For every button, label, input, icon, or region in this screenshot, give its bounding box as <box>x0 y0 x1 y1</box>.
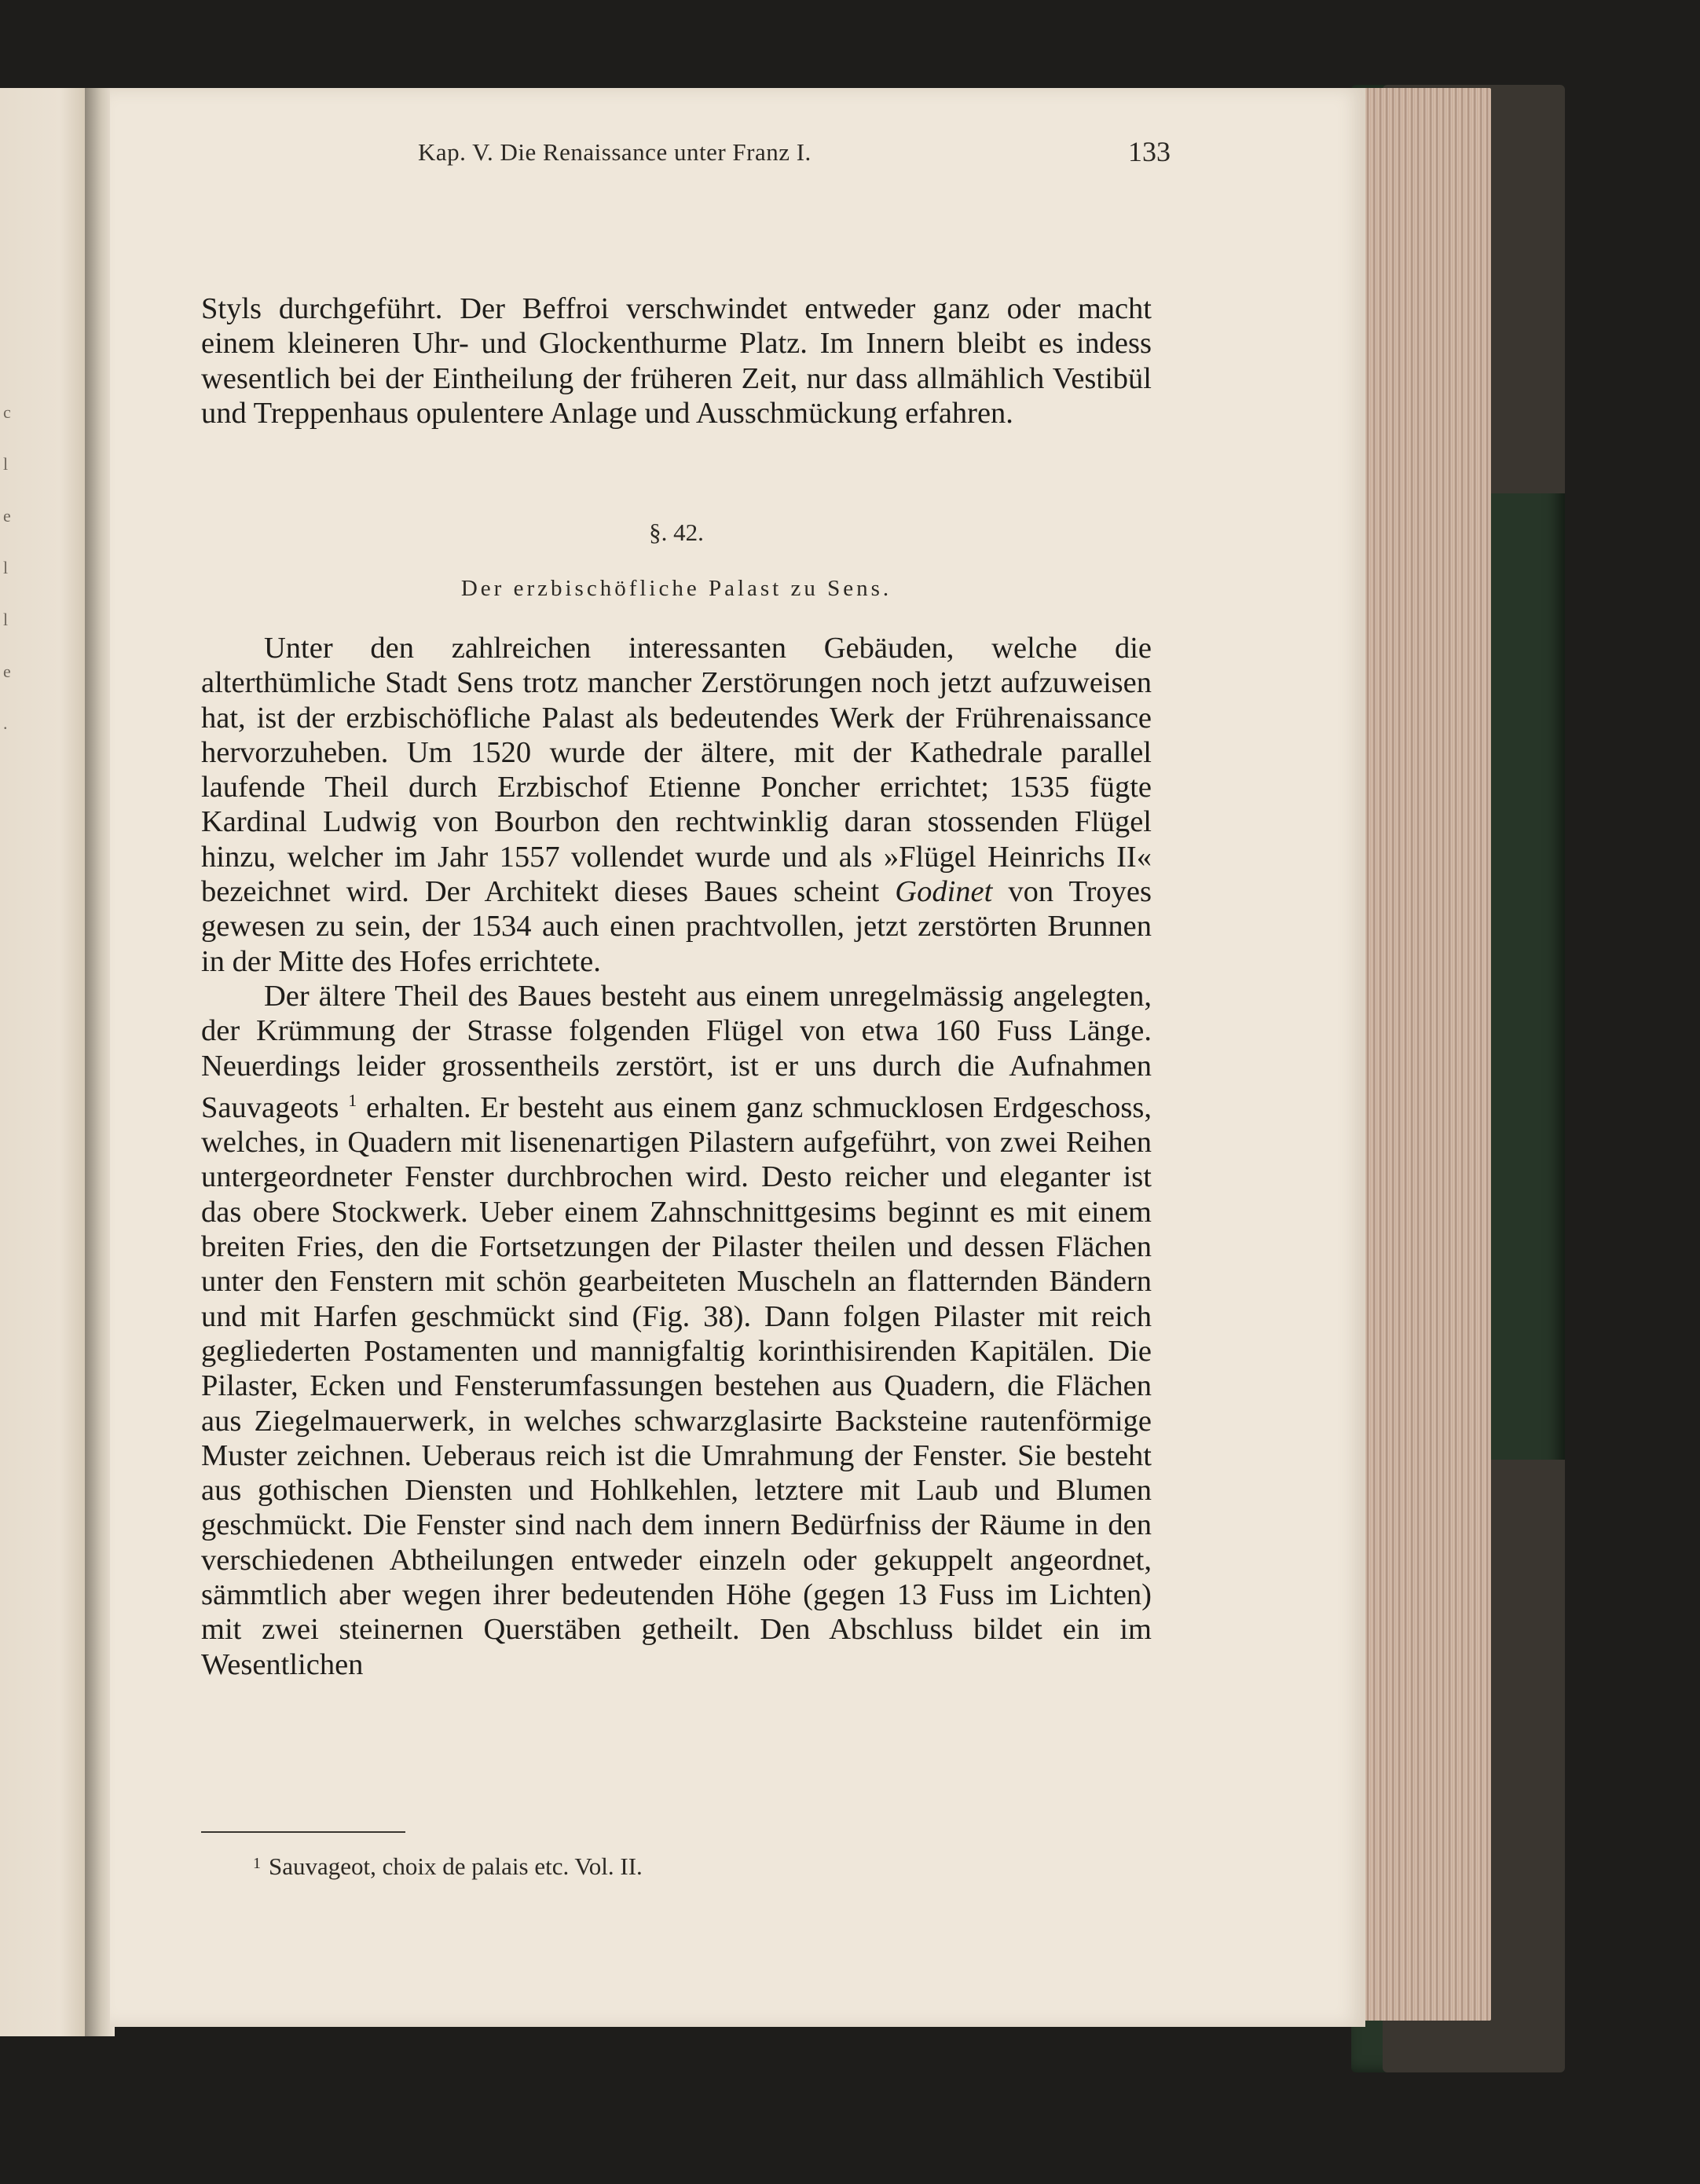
left-page-mark: l <box>3 558 9 577</box>
architect-name: Godinet <box>895 875 993 909</box>
running-title: Kap. V. Die Renaissance unter Franz I. <box>418 138 812 166</box>
footnote-reference: 1 <box>348 1090 357 1110</box>
paragraph-top-text: Styls durchgeführt. Der Beffroi verschwindet entweder ganz oder macht einem kleineren Uhr- und Glockenthurme Platz. Im Innern bleibt es indess wesentlich bei der Eintheilung der früheren Zeit, nur dass allmählich Vestibül und Treppenhaus opulentere Anlage und Ausschmückung erfahren. <box>201 292 1152 430</box>
page-edges <box>1364 88 1491 2021</box>
paragraph-continued <box>201 291 1152 431</box>
footnote-text: Sauvageot, choix de palais etc. Vol. II. <box>269 1852 643 1880</box>
left-page-mark: e <box>3 661 11 681</box>
paragraph-2-after: erhalten. Er besteht aus einem ganz schmucklosen Erdgeschoss, welches, in Quadern mit lisenenartigen Pilastern aufgeführt, von zwei Reihen untergeordneter Fenster durchbrochen wird. Desto reicher und eleganter ist das obere Stockwerk. Ueber einem Zahnschnittgesims beginnt es mit einem breiten Fries, den die Fortsetzungen der Pilaster theilen und dessen Flächen unter den Fenstern mit schön gearbeiteten Muscheln an flatternden Bändern und mit Harfen geschmückt sind (Fig. 38). Dann folgen Pilaster mit reich gegliederten Postamenten und mannigfaltig korinthisirenden Kapitälen. Die Pilaster, Ecken und Fensterumfassungen bestehen aus Quadern, die Flächen aus Ziegelmauerwerk, in welches schwarzglasirte Backsteine rautenförmige Muster zeichnen. Ueberaus reich ist die Umrahmung der Fenster. Sie besteht aus gothischen Diensten und Hohlkehlen, letztere mit Laub und Blumen geschmückt. Die Fenster sind nach dem innern Bedürfniss der Räume in den verschiedenen Abtheilungen entweder einzeln oder gekuppelt angeordnet, sämmtlich aber wegen ihrer bedeutenden Höhe (gegen 13 Fuss im Lichten) mit zwei steinernen Querstäben getheilt. Den Abschluss bildet ein im Wesentlichen <box>201 1090 1152 1681</box>
paragraph-2 <box>201 979 1152 1682</box>
footnote-rule <box>201 1831 405 1833</box>
footnote <box>253 1852 1117 1881</box>
page-number: 133 <box>1128 136 1171 167</box>
left-page-mark: l <box>3 610 9 629</box>
footnote-mark: 1 <box>253 1855 261 1872</box>
left-page-mark: . <box>3 713 8 733</box>
paragraph-1-before: Unter den zahlreichen interessanten Gebäuden, welche die alterthümliche Stadt Sens trotz mancher Zerstörungen noch jetzt aufzuweisen hat, ist der erzbischöfliche Palast als bedeutendes Werk der Frührenaissance hervorzuheben. Um 1520 wurde der ältere, mit der Kathedrale parallel laufende Theil durch Erzbischof Etienne Poncher errichtet; 1535 fügte Kardinal Ludwig von Bourbon den rechtwinklig daran stossenden Flügel hinzu, welcher im Jahr 1557 vollendet wurde und als »Flügel Heinrichs II« bezeichnet wird. Der Architekt dieses Baues scheint <box>201 632 1152 909</box>
section-number: §. 42. <box>649 519 704 546</box>
left-page <box>0 88 93 2036</box>
paragraph-1-after: von Troyes gewesen zu sein, der 1534 auch einen prachtvollen, jetzt zerstörten Brunnen in der Mitte des Hofes errichtete. <box>201 875 1152 978</box>
left-page-mark: l <box>3 454 9 474</box>
left-page-mark: e <box>3 506 11 526</box>
running-head <box>306 132 1171 173</box>
left-page-text-fragments <box>3 387 11 749</box>
section-body <box>201 631 1152 1682</box>
section-title: Der erzbischöfliche Palast zu Sens. <box>460 576 892 601</box>
paragraph-2-before: Der ältere Theil des Baues besteht aus einem unregelmässig angelegten, der Krümmung der Strasse folgenden Flügel von etwa 160 Fuss Länge. Neuerdings leider grossentheils zerstört, ist er uns durch die Aufnahmen Sauvageots <box>201 979 1152 1124</box>
left-page-mark: c <box>3 402 11 422</box>
paragraph-1 <box>201 631 1152 979</box>
